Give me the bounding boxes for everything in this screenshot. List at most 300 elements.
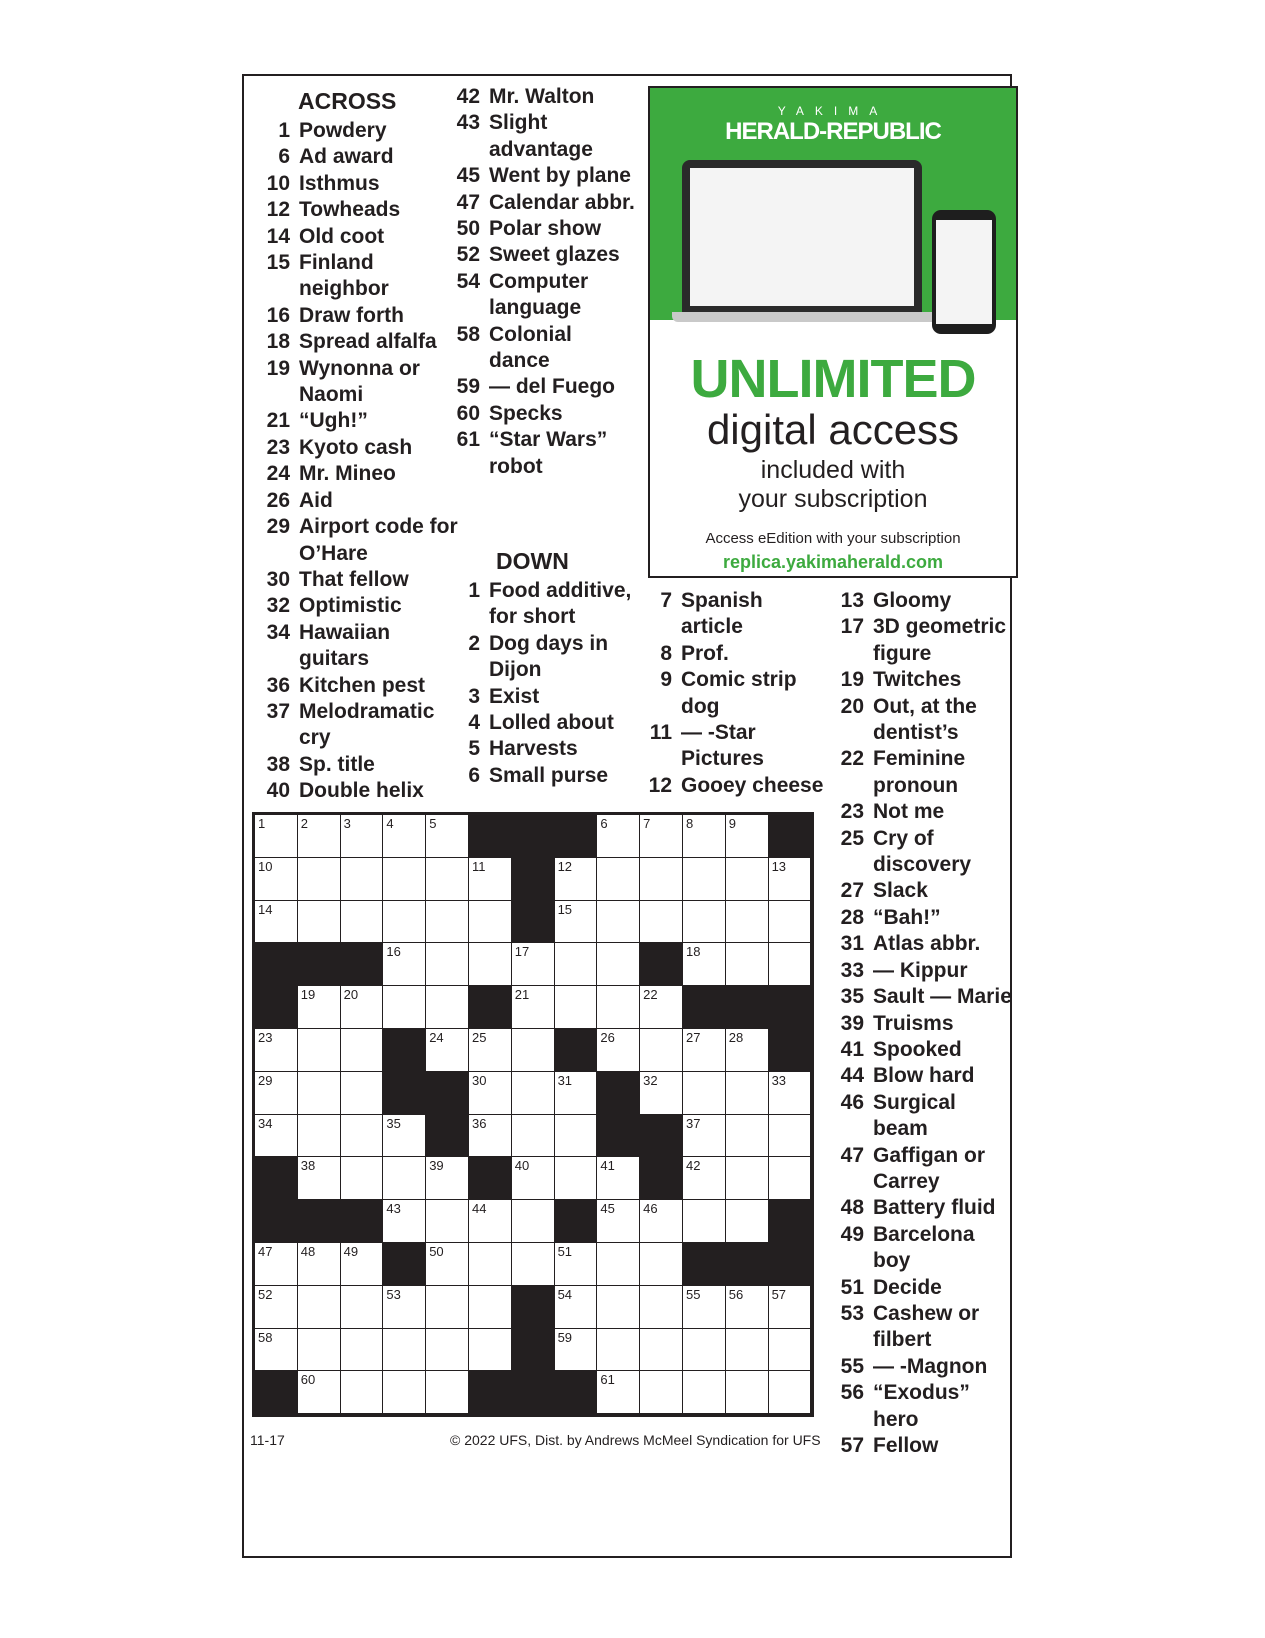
black-square xyxy=(512,815,555,858)
black-square xyxy=(512,1371,555,1414)
clue xyxy=(832,1433,1012,1459)
black-square xyxy=(726,1243,769,1286)
square-number: 21 xyxy=(514,987,530,1003)
clue-text: Prof. xyxy=(681,641,729,665)
clue-text: Cry of discovery xyxy=(873,826,972,877)
clue-text: Ad award xyxy=(299,145,394,169)
black-square xyxy=(555,1200,598,1243)
grid-square[interactable] xyxy=(555,943,598,986)
grid-square[interactable] xyxy=(341,1072,384,1115)
clue-text: Not me xyxy=(873,800,945,824)
clue-text: Isthmus xyxy=(299,171,380,195)
grid-square[interactable] xyxy=(726,1072,769,1115)
grid-square[interactable] xyxy=(426,1029,469,1072)
square-number: 7 xyxy=(643,816,651,831)
clue-text: Slight advantage xyxy=(489,111,593,161)
grid-square[interactable] xyxy=(255,1243,298,1286)
clue-number: 38 xyxy=(266,752,290,776)
grid-square[interactable] xyxy=(469,1329,512,1372)
grid-square[interactable] xyxy=(512,1072,555,1115)
grid-square[interactable] xyxy=(383,815,426,858)
clue xyxy=(832,826,1012,879)
ad-url-link[interactable]: replica.yakimaherald.com xyxy=(722,552,944,572)
clue xyxy=(448,374,638,400)
clue-text: Decide xyxy=(873,1275,942,1299)
grid-square[interactable] xyxy=(469,901,512,944)
square-number: 29 xyxy=(258,1072,273,1088)
grid-square[interactable] xyxy=(769,1157,812,1200)
grid-square[interactable] xyxy=(298,1243,341,1286)
grid-square[interactable] xyxy=(341,1286,384,1329)
puzzle-date: 11-17 xyxy=(250,1432,285,1448)
grid-square[interactable] xyxy=(683,1115,726,1158)
subscription-ad[interactable] xyxy=(648,86,1018,578)
grid-square[interactable] xyxy=(469,1072,512,1115)
grid-square[interactable] xyxy=(426,943,469,986)
grid-square[interactable] xyxy=(597,1329,640,1372)
clue-number: 48 xyxy=(840,1196,864,1220)
clue-number: 32 xyxy=(266,594,290,618)
clue-number: 19 xyxy=(266,356,290,380)
clue-text: Comic strip dog xyxy=(681,668,797,718)
grid-square[interactable] xyxy=(469,1200,512,1243)
black-square xyxy=(512,858,555,901)
black-square xyxy=(769,815,812,858)
grid-square[interactable] xyxy=(298,901,341,944)
square-number: 25 xyxy=(471,1029,487,1045)
clue-number: 61 xyxy=(456,428,480,452)
clue xyxy=(832,799,1012,825)
black-square xyxy=(555,815,598,858)
clue xyxy=(832,614,1012,667)
grid-square[interactable] xyxy=(512,1029,555,1072)
clue xyxy=(258,408,458,434)
clue-number: 18 xyxy=(266,330,290,354)
clue-number: 45 xyxy=(456,164,480,188)
clue-text: Mr. Mineo xyxy=(299,462,396,486)
black-square xyxy=(341,943,384,986)
grid-square[interactable] xyxy=(555,986,598,1029)
clue-text: Polar show xyxy=(489,217,602,241)
clue-text: Harvests xyxy=(489,737,578,761)
clue xyxy=(448,763,638,789)
clue-text: Gaffigan or Carrey xyxy=(873,1143,986,1193)
clue-text: Wynonna or Naomi xyxy=(299,356,420,407)
grid-square[interactable] xyxy=(726,1115,769,1158)
clue-text: Battery fluid xyxy=(873,1196,996,1220)
grid-square[interactable] xyxy=(726,858,769,901)
grid-square[interactable] xyxy=(255,815,298,858)
clue-number: 37 xyxy=(266,699,290,723)
grid-square[interactable] xyxy=(683,1029,726,1072)
crossword-grid[interactable] xyxy=(252,812,814,1417)
grid-square[interactable] xyxy=(383,1371,426,1414)
grid-square[interactable] xyxy=(298,1029,341,1072)
clue xyxy=(832,746,1012,799)
clue-number: 12 xyxy=(648,773,672,797)
grid-square[interactable] xyxy=(383,858,426,901)
grid-square[interactable] xyxy=(597,986,640,1029)
square-number: 57 xyxy=(771,1286,787,1302)
grid-square[interactable] xyxy=(769,1329,812,1372)
square-number: 4 xyxy=(386,816,394,831)
clue-number: 1 xyxy=(468,579,480,602)
ad-brand: HERALD-REPUBLIC xyxy=(725,118,941,145)
black-square xyxy=(383,1072,426,1115)
clue-text: Atlas abbr. xyxy=(873,932,981,956)
grid-square[interactable] xyxy=(298,1072,341,1115)
square-number: 46 xyxy=(643,1201,658,1217)
grid-square[interactable] xyxy=(726,1029,769,1072)
grid-square[interactable] xyxy=(383,943,426,986)
clue xyxy=(258,329,458,355)
square-number: 38 xyxy=(300,1158,316,1174)
grid-square[interactable] xyxy=(512,1243,555,1286)
grid-square[interactable] xyxy=(341,858,384,901)
ad-digital-access: digital access xyxy=(706,406,960,453)
square-number: 51 xyxy=(557,1243,573,1259)
clue-text: Kitchen pest xyxy=(299,673,426,697)
grid-square[interactable] xyxy=(255,1286,298,1329)
laptop-icon xyxy=(682,160,922,312)
clue-text: — -Star Pictures xyxy=(681,721,764,771)
clue-text: Spanish article xyxy=(681,589,763,639)
square-number: 11 xyxy=(471,858,486,874)
clue-text: — Kippur xyxy=(873,958,968,982)
grid-square[interactable] xyxy=(341,1371,384,1414)
grid-square[interactable] xyxy=(769,901,812,944)
grid-square[interactable] xyxy=(255,901,298,944)
square-number: 50 xyxy=(429,1243,444,1259)
grid-square[interactable] xyxy=(426,1157,469,1200)
clue-text: — del Fuego xyxy=(489,375,615,399)
grid-square[interactable] xyxy=(597,1157,640,1200)
clue xyxy=(448,684,638,710)
clue-number: 13 xyxy=(840,589,864,612)
clue-number: 47 xyxy=(840,1143,864,1167)
black-square xyxy=(383,1029,426,1072)
grid-square[interactable] xyxy=(298,1371,341,1414)
grid-square[interactable] xyxy=(469,1029,512,1072)
grid-square[interactable] xyxy=(341,815,384,858)
square-number: 45 xyxy=(600,1201,615,1217)
square-number: 6 xyxy=(600,816,608,831)
clue xyxy=(832,1275,1012,1301)
grid-square[interactable] xyxy=(426,1329,469,1372)
clue-number: 11 xyxy=(649,721,672,745)
clue xyxy=(832,1301,1012,1354)
square-number: 39 xyxy=(429,1158,444,1174)
grid-square[interactable] xyxy=(597,1243,640,1286)
grid-square[interactable] xyxy=(726,1371,769,1414)
black-square xyxy=(597,1115,640,1158)
across-clues-2 xyxy=(448,84,638,480)
clue-number: 22 xyxy=(840,747,864,771)
grid-square[interactable] xyxy=(597,943,640,986)
phone-icon xyxy=(932,210,996,334)
grid-square[interactable] xyxy=(597,815,640,858)
grid-square[interactable] xyxy=(298,1286,341,1329)
grid-square[interactable] xyxy=(555,901,598,944)
clue-number: 5 xyxy=(468,737,480,761)
grid-square[interactable] xyxy=(726,943,769,986)
grid-square[interactable] xyxy=(383,1115,426,1158)
black-square xyxy=(512,1329,555,1372)
clue-text: “Bah!” xyxy=(873,905,941,929)
clue xyxy=(258,620,458,673)
clue-number: 1 xyxy=(278,119,290,142)
grid-square[interactable] xyxy=(383,901,426,944)
clue xyxy=(832,905,1012,931)
clue-text: Towheads xyxy=(299,198,401,222)
grid-square[interactable] xyxy=(298,1329,341,1372)
black-square xyxy=(469,986,512,1029)
black-square xyxy=(298,943,341,986)
grid-square[interactable] xyxy=(426,986,469,1029)
grid-square[interactable] xyxy=(640,1072,683,1115)
clue-number: 23 xyxy=(840,800,864,824)
grid-square[interactable] xyxy=(769,858,812,901)
clue xyxy=(448,216,638,242)
clue xyxy=(832,958,1012,984)
grid-square[interactable] xyxy=(726,1157,769,1200)
clue xyxy=(258,171,458,197)
grid-square[interactable] xyxy=(469,858,512,901)
square-number: 5 xyxy=(429,816,437,831)
clue-text: “Star Wars” robot xyxy=(489,428,608,478)
clue-number: 54 xyxy=(456,269,480,293)
clue-number: 24 xyxy=(266,462,290,486)
clue-text: Gooey cheese xyxy=(681,773,824,797)
square-number: 59 xyxy=(557,1329,573,1345)
clue xyxy=(448,427,638,480)
clue xyxy=(448,269,638,322)
clue-text: Melodramatic cry xyxy=(299,699,435,750)
grid-square[interactable] xyxy=(769,943,812,986)
grid-square[interactable] xyxy=(555,1115,598,1158)
grid-square[interactable] xyxy=(683,1286,726,1329)
grid-square[interactable] xyxy=(640,1029,683,1072)
grid-square[interactable] xyxy=(383,1157,426,1200)
square-number: 42 xyxy=(685,1158,701,1174)
grid-square[interactable] xyxy=(426,1200,469,1243)
clue xyxy=(832,1063,1012,1089)
grid-square[interactable] xyxy=(640,1329,683,1372)
ad-unlimited: UNLIMITED xyxy=(690,349,976,409)
grid-square[interactable] xyxy=(298,1115,341,1158)
clue-number: 34 xyxy=(266,620,290,644)
clue-text: Calendar abbr. xyxy=(489,190,635,214)
grid-square[interactable] xyxy=(255,1072,298,1115)
grid-square[interactable] xyxy=(683,1200,726,1243)
black-square xyxy=(769,1243,812,1286)
grid-square[interactable] xyxy=(597,901,640,944)
clue-text: Airport code for O’Hare xyxy=(299,515,458,565)
clue xyxy=(258,356,458,409)
clue xyxy=(640,588,830,641)
down-clues-3 xyxy=(832,588,1012,1459)
grid-square[interactable] xyxy=(555,858,598,901)
grid-square[interactable] xyxy=(769,1072,812,1115)
square-number: 18 xyxy=(685,944,701,960)
grid-square[interactable] xyxy=(512,1115,555,1158)
grid-square[interactable] xyxy=(341,1329,384,1372)
clue xyxy=(640,641,830,667)
grid-square[interactable] xyxy=(341,1115,384,1158)
grid-square[interactable] xyxy=(683,1157,726,1200)
clue-text: Sault — Marie xyxy=(873,985,1012,1009)
grid-square[interactable] xyxy=(726,1286,769,1329)
clue xyxy=(448,190,638,216)
clue-number: 58 xyxy=(456,322,480,346)
grid-square[interactable] xyxy=(341,1243,384,1286)
clue xyxy=(832,1090,1012,1143)
grid-square[interactable] xyxy=(426,1371,469,1414)
clue-text: Feminine pronoun xyxy=(873,747,966,797)
grid-square[interactable] xyxy=(726,1329,769,1372)
clue xyxy=(832,667,1012,693)
clue-number: 49 xyxy=(840,1222,864,1246)
square-number: 60 xyxy=(300,1372,316,1388)
across-column-2 xyxy=(448,84,638,480)
clue-number: 55 xyxy=(840,1354,864,1378)
grid-square[interactable] xyxy=(597,1200,640,1243)
square-number: 2 xyxy=(300,816,309,831)
clue-number: 35 xyxy=(840,985,864,1009)
clue xyxy=(258,118,458,144)
grid-square[interactable] xyxy=(640,1286,683,1329)
black-square xyxy=(683,1243,726,1286)
grid-square[interactable] xyxy=(640,815,683,858)
grid-square[interactable] xyxy=(555,1157,598,1200)
grid-square[interactable] xyxy=(683,943,726,986)
grid-square[interactable] xyxy=(597,1371,640,1414)
grid-square[interactable] xyxy=(769,1371,812,1414)
clue-text: Specks xyxy=(489,401,563,425)
grid-square[interactable] xyxy=(555,1286,598,1329)
black-square xyxy=(255,1157,298,1200)
grid-square[interactable] xyxy=(469,1243,512,1286)
clue xyxy=(258,752,458,778)
ad-yakima: YAKIMA xyxy=(777,104,889,118)
grid-square[interactable] xyxy=(769,1286,812,1329)
grid-square[interactable] xyxy=(640,986,683,1029)
grid-square[interactable] xyxy=(683,901,726,944)
grid-square[interactable] xyxy=(555,1329,598,1372)
grid-square[interactable] xyxy=(512,943,555,986)
grid-square[interactable] xyxy=(255,1115,298,1158)
square-number: 52 xyxy=(258,1286,273,1302)
grid-square[interactable] xyxy=(555,1072,598,1115)
grid-square[interactable] xyxy=(255,858,298,901)
clue-text: 3D geometric figure xyxy=(873,615,1007,665)
grid-square[interactable] xyxy=(383,1286,426,1329)
grid-square[interactable] xyxy=(383,1200,426,1243)
square-number: 16 xyxy=(386,944,401,960)
grid-square[interactable] xyxy=(597,1029,640,1072)
square-number: 36 xyxy=(471,1115,487,1131)
grid-square[interactable] xyxy=(683,858,726,901)
clue-text: Cashew or filbert xyxy=(873,1301,980,1352)
grid-square[interactable] xyxy=(512,1157,555,1200)
grid-square[interactable] xyxy=(426,858,469,901)
clue-text: Went by plane xyxy=(489,164,631,188)
clue-number: 30 xyxy=(266,567,290,591)
grid-square[interactable] xyxy=(255,1029,298,1072)
grid-square[interactable] xyxy=(597,1286,640,1329)
grid-square[interactable] xyxy=(341,901,384,944)
grid-square[interactable] xyxy=(640,1200,683,1243)
grid-square[interactable] xyxy=(683,1329,726,1372)
grid-square[interactable] xyxy=(383,986,426,1029)
grid-square[interactable] xyxy=(341,986,384,1029)
black-square xyxy=(255,943,298,986)
grid-square[interactable] xyxy=(769,1115,812,1158)
clue xyxy=(832,1037,1012,1063)
grid-square[interactable] xyxy=(512,986,555,1029)
square-number: 33 xyxy=(771,1072,787,1088)
square-number: 20 xyxy=(343,987,359,1003)
grid-square[interactable] xyxy=(341,1157,384,1200)
clue-text: That fellow xyxy=(299,567,409,591)
clue xyxy=(448,631,638,684)
grid-square[interactable] xyxy=(298,986,341,1029)
down-clues-2 xyxy=(640,588,830,799)
grid-square[interactable] xyxy=(469,1286,512,1329)
grid-square[interactable] xyxy=(426,815,469,858)
grid-square[interactable] xyxy=(298,1157,341,1200)
grid-square[interactable] xyxy=(683,815,726,858)
grid-square[interactable] xyxy=(726,1200,769,1243)
grid-square[interactable] xyxy=(341,1029,384,1072)
black-square xyxy=(769,986,812,1029)
ad-green-banner xyxy=(650,88,1016,320)
clue-number: 29 xyxy=(266,515,290,539)
grid-square[interactable] xyxy=(640,1243,683,1286)
clue-number: 57 xyxy=(840,1434,864,1457)
grid-square[interactable] xyxy=(298,815,341,858)
square-number: 53 xyxy=(386,1286,401,1302)
grid-square[interactable] xyxy=(683,1072,726,1115)
square-number: 32 xyxy=(643,1072,658,1088)
grid-square[interactable] xyxy=(383,1329,426,1372)
grid-square[interactable] xyxy=(555,1243,598,1286)
grid-square[interactable] xyxy=(726,901,769,944)
grid-square[interactable] xyxy=(640,858,683,901)
clue-number: 40 xyxy=(266,779,290,803)
grid-square[interactable] xyxy=(255,1329,298,1372)
grid-square[interactable] xyxy=(683,1371,726,1414)
clue-number: 36 xyxy=(266,673,290,697)
grid-square[interactable] xyxy=(726,815,769,858)
grid-square[interactable] xyxy=(640,1371,683,1414)
clue-text: Draw forth xyxy=(299,303,404,327)
grid-square[interactable] xyxy=(298,858,341,901)
grid-square[interactable] xyxy=(426,1243,469,1286)
clue-text: Fellow xyxy=(873,1434,939,1457)
grid-square[interactable] xyxy=(426,1286,469,1329)
across-column-1 xyxy=(258,84,458,805)
grid-square[interactable] xyxy=(469,943,512,986)
grid-square[interactable] xyxy=(512,1200,555,1243)
clue xyxy=(258,488,458,514)
grid-square[interactable] xyxy=(469,1115,512,1158)
clue-text: Slack xyxy=(873,879,928,903)
grid-square[interactable] xyxy=(426,901,469,944)
grid-square[interactable] xyxy=(597,858,640,901)
clue-number: 31 xyxy=(840,932,864,956)
grid-square[interactable] xyxy=(640,901,683,944)
